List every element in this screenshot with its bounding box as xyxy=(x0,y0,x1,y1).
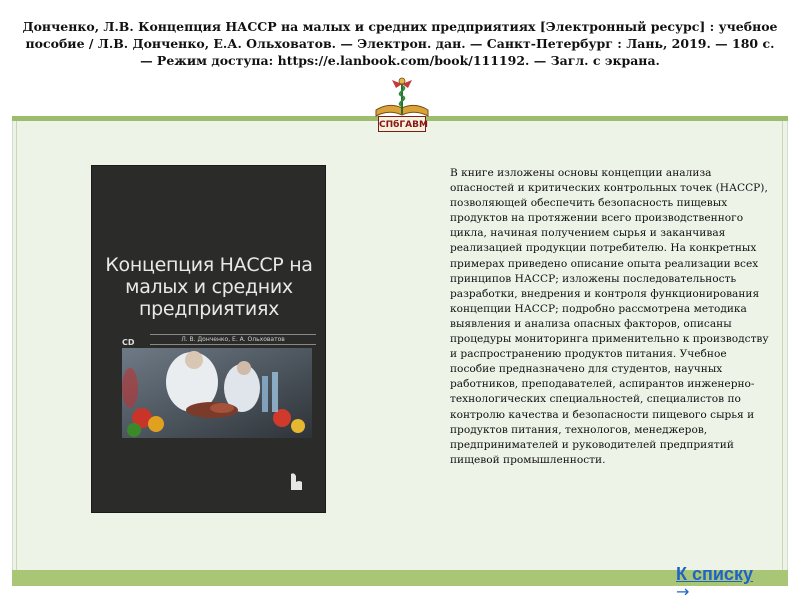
citation-text: Донченко, Л.В. Концепция НАССР на малых и средних предприятиях [Электронный ресурс] : учебное пособие / Л.В. Донченко, Е.А. Ольховатов. — Электрон. дан. — Санкт-Петербург : Лань, 2019. — 180 с. — Режим доступа: https://e.lanbook.com/book/111192. — Загл. с экрана. xyxy=(22,19,778,68)
book-caduceus-icon xyxy=(372,76,432,120)
book-description: В книге изложены основы концепции анализа опасностей и критических контрольных точек (НАССР), позволяющей обеспечить безопасность пищевых продуктов на протяжении всего производственного цикла, начиная получением сырья и заканчивая реализацией продукции потребителю. На конкретных примерах приведено описание опыта реализации всех принципов НАССР; изложены последовательность разработки, внедрения и контроля функционирования концепции НАССР; подробно рассмотрена методика выявления и анализа опасных факторов, описаны процедуры мониторинга применительно к производству и распространению продуктов питания. Учебное пособие предназначено для студентов, научных работников, преподавателей, аспирантов инженерно-технологических специальностей, специалистов по контролю качества и безопасности пищевого сырья и продуктов питания, технологов, менеджеров, предпринимателей и руководителей предприятий пищевой промышленности. xyxy=(450,167,769,466)
university-logo xyxy=(372,76,432,140)
cover-title: Концепция НАССР на малых и средних предприятиях xyxy=(105,254,313,320)
logo-label: СПбГАВМ xyxy=(378,116,426,132)
panel-left-line xyxy=(16,121,17,570)
cover-authors: Л. В. Донченко, Е. А. Ольховатов xyxy=(150,334,316,345)
cd-badge: CD xyxy=(122,338,135,347)
panel-bottom-bar xyxy=(12,570,788,586)
back-arrow-icon[interactable]: → xyxy=(676,582,690,600)
publisher-logo-icon xyxy=(288,470,306,492)
back-to-list-link[interactable]: К списку xyxy=(676,564,753,584)
cover-lab-photo xyxy=(122,348,312,438)
book-cover-image xyxy=(92,166,325,512)
panel-right-line xyxy=(782,121,783,570)
